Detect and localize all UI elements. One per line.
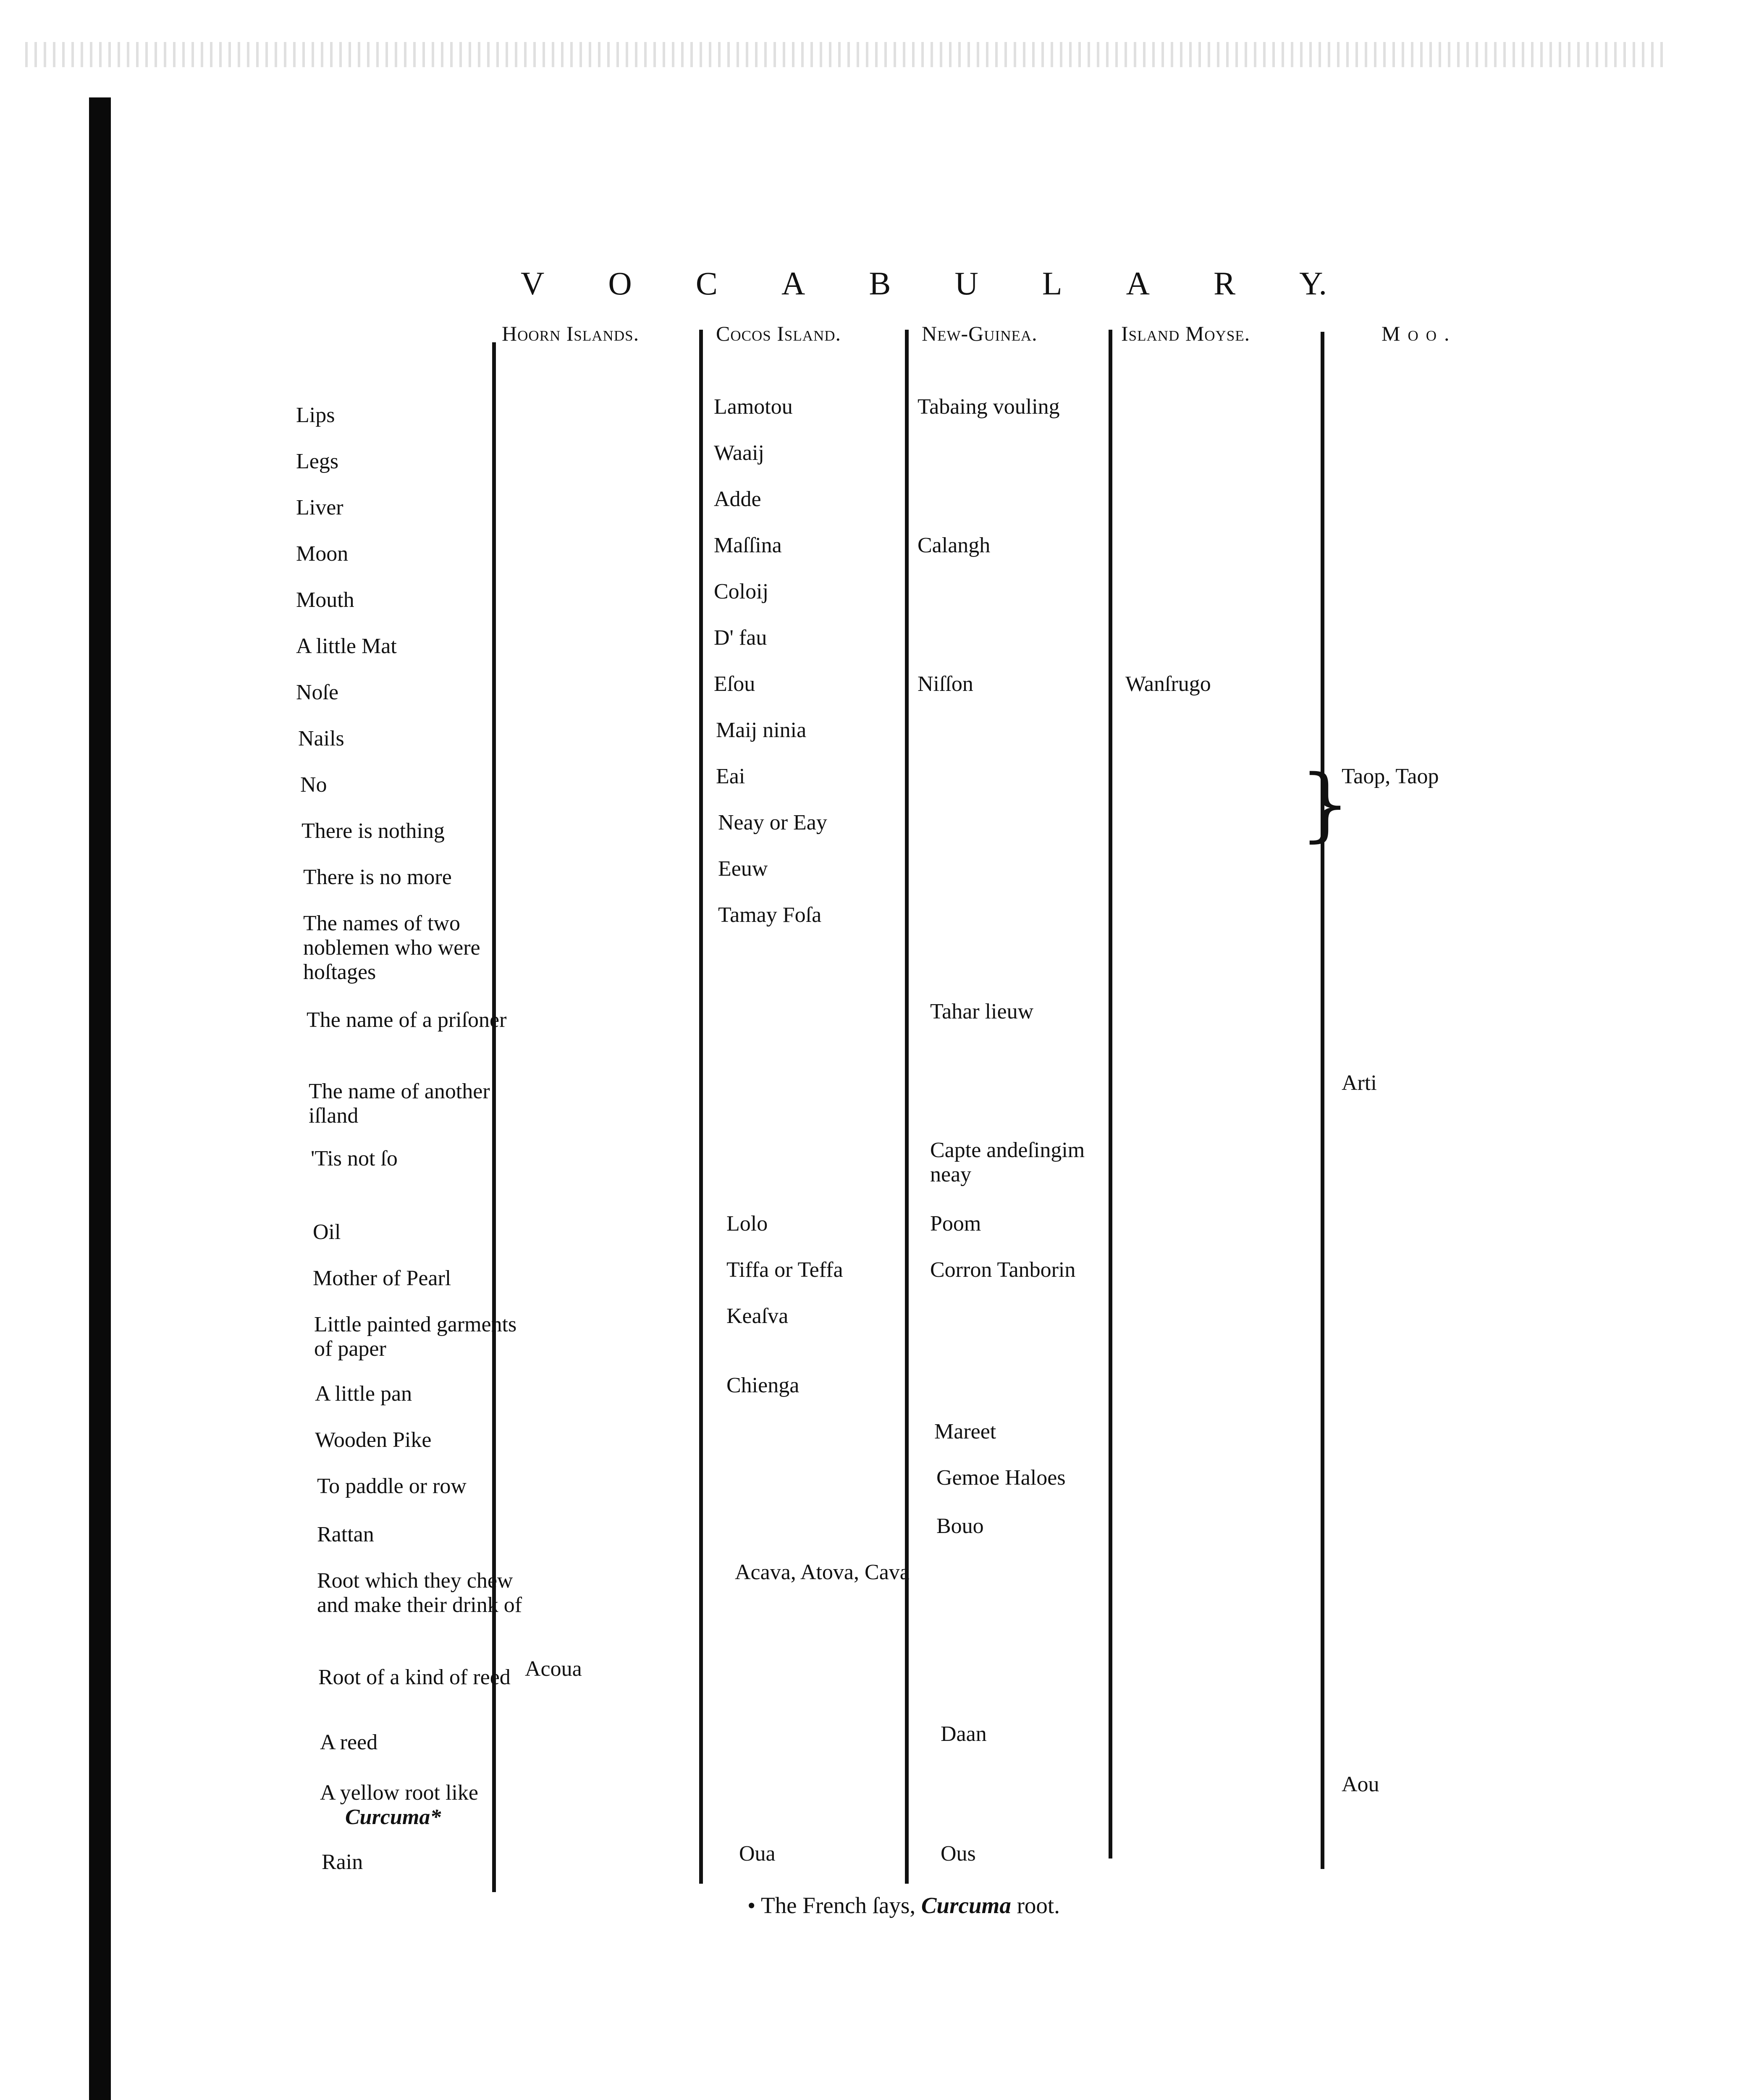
- brace: }: [1300, 758, 1350, 850]
- term: Little painted garments of paper: [314, 1312, 517, 1361]
- column-header-hoorn: Hoorn Islands.: [502, 322, 640, 345]
- term: Mother of Pearl: [313, 1266, 451, 1290]
- title-letter: A: [781, 265, 805, 302]
- column-rule-5: [1321, 332, 1324, 1869]
- term: Noſe: [296, 680, 339, 704]
- cell-guinea: Poom: [930, 1212, 981, 1236]
- term: Wooden Pike: [315, 1428, 432, 1452]
- term: Legs: [296, 449, 339, 473]
- cell-guinea: Corron Tanborin: [930, 1258, 1076, 1282]
- term: A little pan: [315, 1382, 412, 1406]
- cell-guinea: Mareet: [934, 1420, 996, 1444]
- term: Lips: [296, 403, 335, 427]
- term: A little Mat: [296, 634, 397, 658]
- term: Moon: [296, 542, 349, 566]
- term-italic: Curcuma*: [345, 1805, 441, 1829]
- page-edge-top: [25, 42, 1663, 67]
- cell-cocos: Maij ninia: [716, 718, 807, 742]
- term: The names of two noblemen who were hoſtages: [303, 911, 480, 984]
- column-rule-4: [1109, 330, 1112, 1858]
- title-letter: A: [1126, 265, 1150, 302]
- cell-cocos: Neay or Eay: [718, 811, 827, 835]
- term: A reed: [320, 1730, 378, 1754]
- title-letter: U: [954, 265, 978, 302]
- footnote-mark: •: [747, 1893, 756, 1918]
- cell-moo: Arti: [1342, 1071, 1377, 1095]
- cell-guinea: Capte andeſingim neay: [930, 1138, 1085, 1186]
- cell-guinea: Niſſon: [918, 672, 973, 696]
- term: A yellow root like: [320, 1781, 478, 1805]
- cell-cocos: Eeuw: [718, 857, 768, 881]
- cell-guinea: Tabaing vouling: [918, 395, 1060, 419]
- column-header-moo: Moo.: [1382, 322, 1457, 345]
- column-rule-2: [699, 330, 703, 1884]
- cell-cocos: Keaſva: [726, 1304, 789, 1328]
- title-letter: O: [608, 265, 632, 302]
- title-letter: L: [1042, 265, 1062, 302]
- term: To paddle or row: [317, 1474, 467, 1498]
- term: 'Tis not ſo: [311, 1147, 398, 1171]
- footnote: [747, 1892, 1060, 1919]
- footnote-end: root.: [1017, 1893, 1060, 1918]
- cell-cocos: Oua: [739, 1842, 776, 1866]
- book-spine: [89, 97, 111, 2100]
- title-letter: Y.: [1299, 265, 1327, 302]
- cell-moo: Aou: [1342, 1772, 1379, 1796]
- title-letter: R: [1214, 265, 1236, 302]
- cell-cocos: Tiffa or Teffa: [726, 1258, 843, 1282]
- term: No: [300, 773, 327, 797]
- cell-guinea: Calangh: [918, 533, 991, 557]
- term: Rattan: [317, 1522, 374, 1546]
- cell-cocos: Eai: [716, 764, 745, 788]
- term: The name of a priſoner: [307, 1008, 507, 1032]
- title-letter: V: [521, 265, 545, 302]
- cell-cocos: Lamotou: [714, 395, 793, 419]
- term: The name of another iſland: [309, 1079, 490, 1128]
- cell-guinea: Bouo: [936, 1514, 984, 1538]
- cell-moo: Taop, Taop: [1342, 764, 1439, 788]
- cell-cocos: Acava, Atova, Cava: [735, 1560, 910, 1584]
- cell-cocos: Lolo: [726, 1212, 768, 1236]
- column-header-moyse: Island Moyse.: [1121, 322, 1250, 345]
- page-title: [521, 265, 1327, 302]
- cell-cocos: Eſou: [714, 672, 755, 696]
- cell-guinea: Ous: [941, 1842, 976, 1866]
- cell-cocos: Coloij: [714, 580, 769, 604]
- cell-cocos: Maſſina: [714, 533, 782, 557]
- cell-guinea: Gemoe Haloes: [936, 1466, 1066, 1490]
- cell-guinea: Tahar lieuw: [930, 1000, 1034, 1024]
- term: There is nothing: [301, 819, 445, 843]
- title-letter: C: [695, 265, 718, 302]
- cell-guinea: Daan: [941, 1722, 987, 1746]
- cell-moyse: Wanſrugo: [1125, 672, 1211, 696]
- footnote-text: The French ſays,: [761, 1893, 916, 1918]
- cell-cocos: Chienga: [726, 1373, 800, 1397]
- term: Root of a kind of reed: [318, 1665, 511, 1689]
- term: Mouth: [296, 588, 354, 612]
- footnote-italic: Curcuma: [921, 1893, 1011, 1918]
- cell-cocos: D' fau: [714, 626, 767, 650]
- cell-hoorn: Acoua: [525, 1657, 582, 1681]
- term: There is no more: [303, 865, 452, 889]
- cell-cocos: Adde: [714, 487, 761, 511]
- column-header-new-guinea: New-Guinea.: [922, 322, 1038, 345]
- title-letter: B: [869, 265, 891, 302]
- column-rule-3: [905, 330, 909, 1884]
- term: Liver: [296, 496, 343, 520]
- term: Rain: [322, 1850, 363, 1874]
- cell-cocos: Waaij: [714, 441, 764, 465]
- term: Oil: [313, 1220, 341, 1244]
- column-header-cocos: Cocos Island.: [716, 322, 841, 345]
- cell-cocos: Tamay Foſa: [718, 903, 822, 927]
- term: Nails: [298, 727, 344, 751]
- term: Root which they chew and make their drink of: [317, 1569, 522, 1617]
